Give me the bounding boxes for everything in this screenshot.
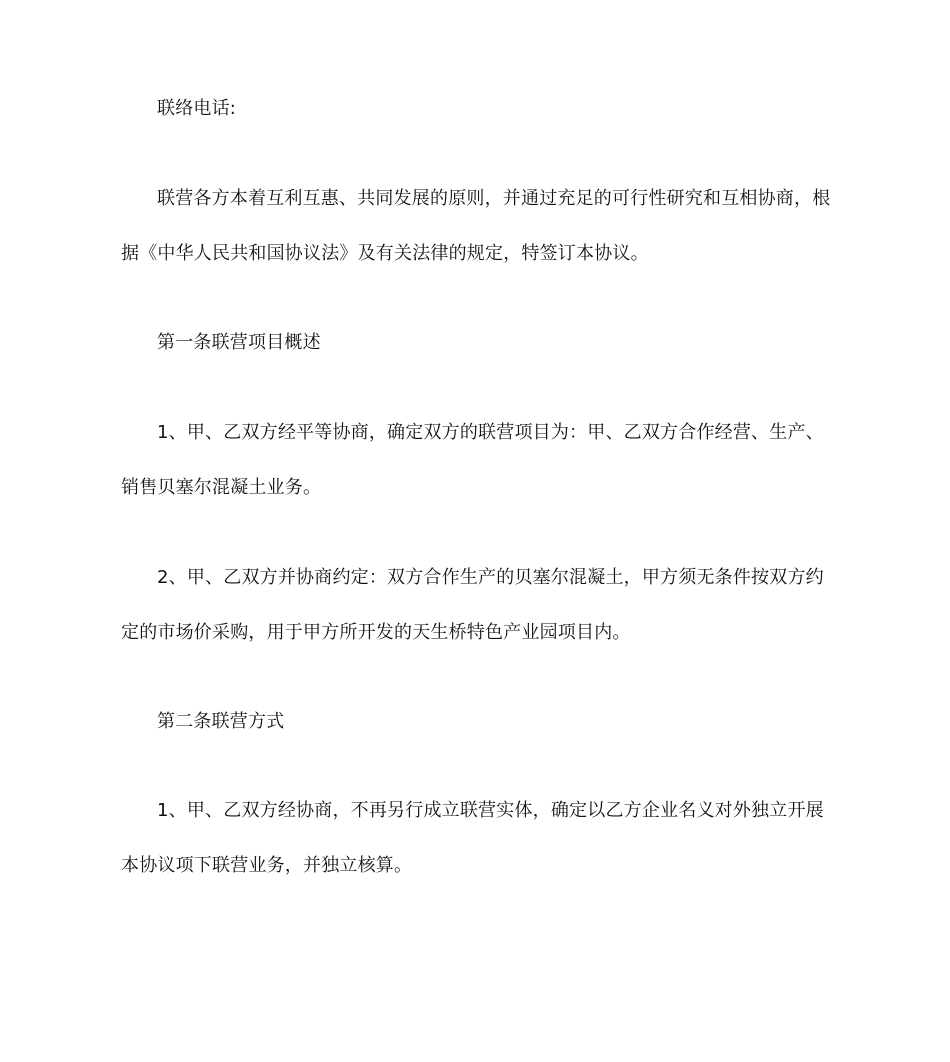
contact-phone-label: 联络电话:: [157, 98, 237, 119]
article-2-clause-1-line-2: 本协议项下联营业务，并独立核算。: [121, 855, 413, 876]
article-1-clause-2-line-1: 2、甲、乙双方并协商约定：双方合作生产的贝塞尔混凝土，甲方须无条件按双方约: [157, 567, 824, 588]
article-2-clause-1-line-1: 1、甲、乙双方经协商，不再另行成立联营实体，确定以乙方企业名义对外独立开展: [157, 800, 824, 821]
article-1-clause-1-line-2: 销售贝塞尔混凝土业务。: [121, 477, 322, 498]
article-2-title: 第二条联营方式: [157, 711, 285, 732]
article-1-title: 第一条联营项目概述: [157, 332, 321, 353]
article-1-clause-2-line-2: 定的市场价采购，用于甲方所开发的天生桥特色产业园项目内。: [121, 622, 631, 643]
intro-paragraph-line-2: 据《中华人民共和国协议法》及有关法律的规定，特签订本协议。: [121, 243, 649, 264]
article-1-clause-1-line-1: 1、甲、乙双方经平等协商，确定双方的联营项目为：甲、乙双方合作经营、生产、: [157, 422, 824, 443]
intro-paragraph-line-1: 联营各方本着互利互惠、共同发展的原则，并通过充足的可行性研究和互相协商，根: [157, 188, 831, 209]
